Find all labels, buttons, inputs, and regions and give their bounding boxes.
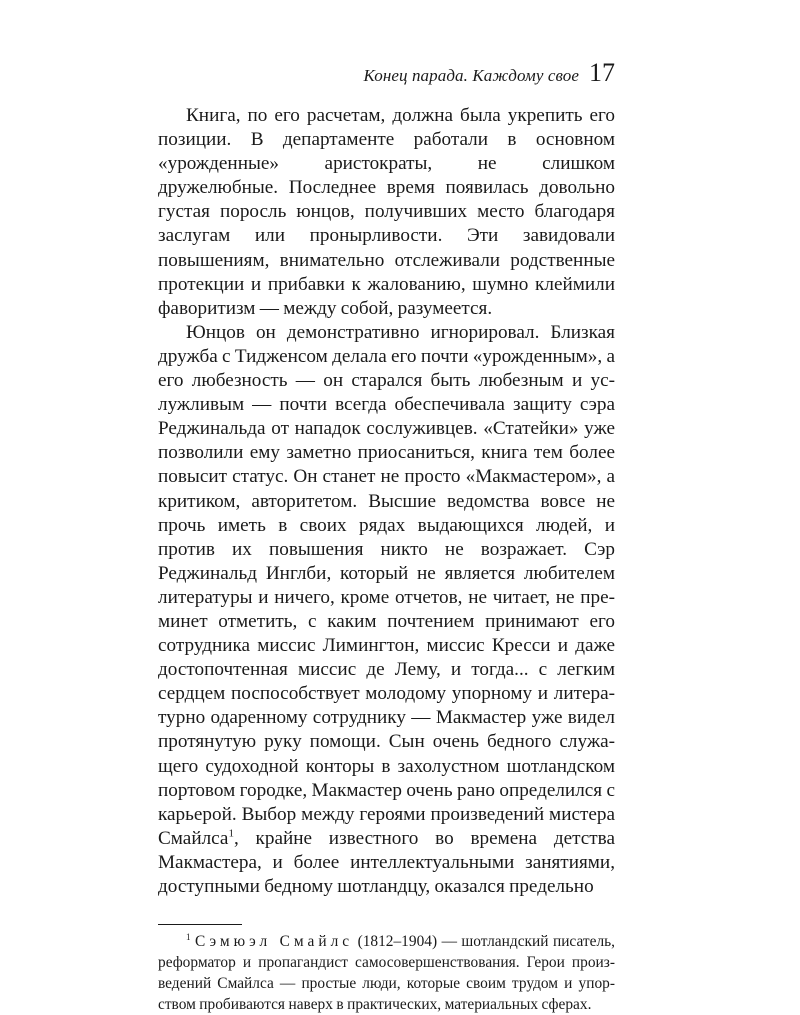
- paragraph: Книга, по его расчетам, должна была укрепить его позиции. В департаменте работали в основном «урожденные» аристократы, не слишком дружелюбные. Последнее время появилась довольно густая поросль юнцов, получивших место благодаря заслугам или пронырливости. Эти завидовали повышениям, внимательно отслеживали родственные протекции и прибавки к жалованию, шумно клеймили фаворитизм — между собой, разумеется.: [158, 105, 615, 319]
- footnote-text: (1812–1904) — шотландский писатель, реформатор и пропагандист самосовершенствования. Герои произведений Смайлса — простые люди, которые своим трудом и упорством пробиваются наверх в практических, материальных сферах.: [158, 933, 615, 1014]
- footnote-name: Сэмюэл Смайлс: [194, 933, 354, 951]
- footnote-marker: 1: [186, 931, 191, 942]
- page-number: 17: [589, 58, 615, 87]
- running-header: [158, 60, 615, 100]
- paragraph: [158, 321, 615, 899]
- body-text: [158, 104, 615, 899]
- book-page: [158, 60, 615, 1015]
- footnote-divider: [158, 924, 242, 925]
- paragraph-text: Юнцов он демонстративно игнорировал. Близкая дружба с Тидженсом делала его почти «урожденным», а его любезность — он старался быть любезным и услужливым — почти всегда обеспечивала защиту сэра Реджинальда от нападок сослуживцев. «Статейки» уже позволили ему заметно приосаниться, книга тем более повысит статус. Он станет не просто «Макмастером», а критиком, авторитетом. Высшие ведомства вовсе не прочь иметь в своих рядах выдающихся людей, и против их повышения никто не возражает. Сэр Реджинальд Инглби, который не является любителем литературы и ничего, кроме отчетов, не читает, не преминет отметить, с каким почтением принимают его сотрудника миссис Лимингтон, миссис Кресси и даже достопочтенная миссис де Лему, и тогда... с легким сердцем поспособствует молодому упорному и литературно одаренному сотруднику — Макмастер уже видел протянутую руку помощи. Сын очень бедного служащего судоходной конторы в захолустном шотландском портовом городке, Макмастер очень рано определился с карьерой. Выбор между героями произведений мистера Смайлса: [158, 321, 615, 849]
- running-title: Конец парада. Каждому свое: [363, 66, 579, 85]
- paragraph-text: , крайне известного во времена детства Макмастера, и более интеллектуальными занятиями, доступными бедному шотландцу, оказался предельно: [158, 827, 615, 897]
- footnote-reference[interactable]: 1: [228, 827, 234, 840]
- footnote: [158, 931, 615, 1015]
